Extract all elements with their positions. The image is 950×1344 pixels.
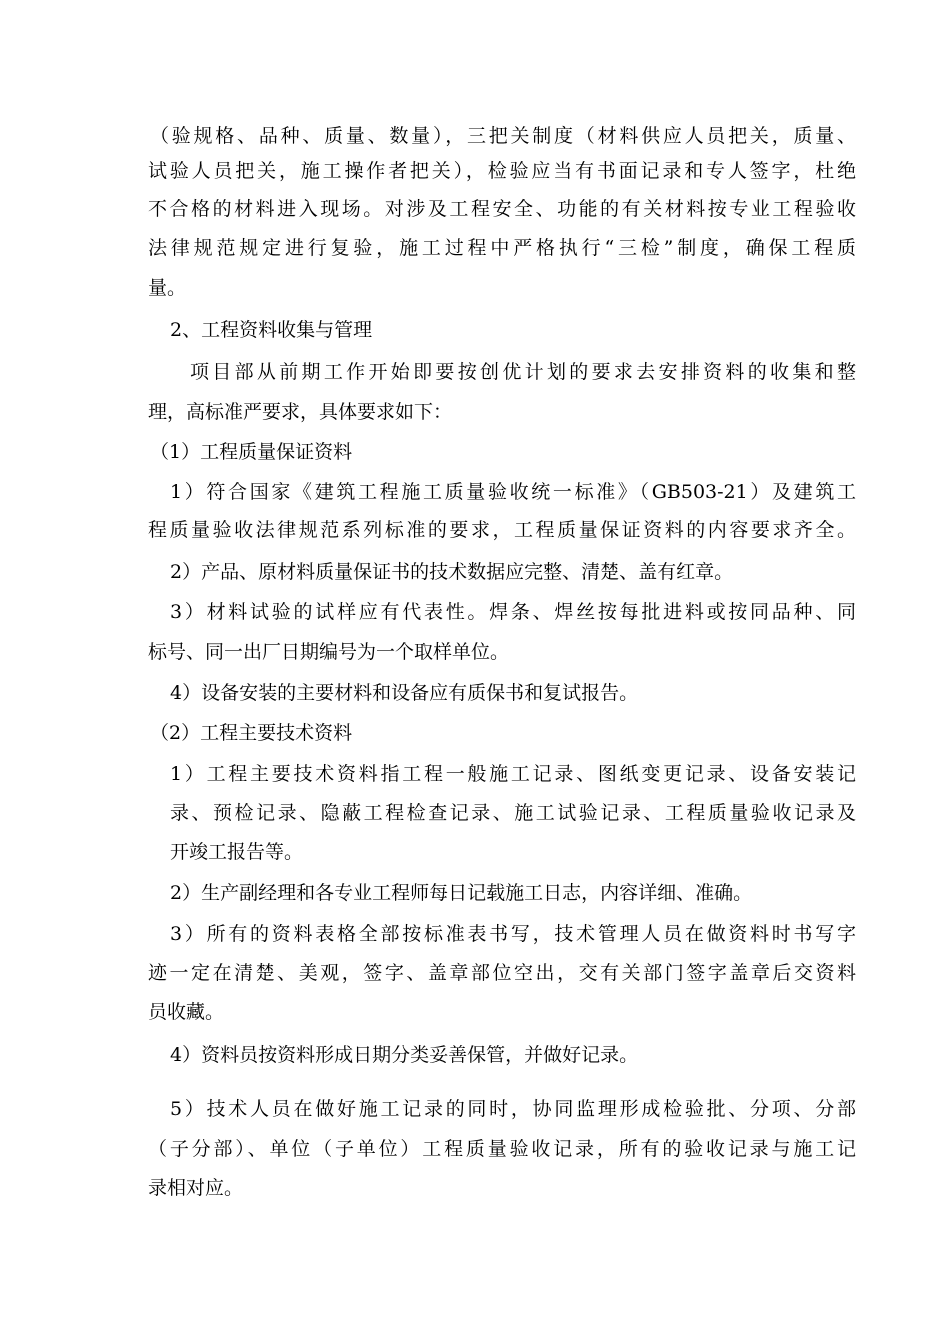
paragraph-line: 5）技术人员在做好施工记录的同时，协同监理形成检验批、分项、分部 xyxy=(170,1098,856,1120)
paragraph-line: 2）生产副经理和各专业工程师每日记载施工日志，内容详细、准确。 xyxy=(170,882,753,904)
paragraph-line: （验规格、品种、质量、数量），三把关制度（材料供应人员把关，质量、 xyxy=(150,125,856,147)
paragraph-line: 录、预检记录、隐蔽工程检查记录、施工试验记录、工程质量验收记录及 xyxy=(170,802,856,824)
paragraph-line: （子分部）、单位（子单位）工程质量验收记录，所有的验收记录与施工记 xyxy=(148,1138,856,1160)
paragraph-line: 3）材料试验的试样应有代表性。焊条、焊丝按每批进料或按同品种、同 xyxy=(170,601,856,623)
paragraph-line: 4）资料员按资料形成日期分类妥善保管，并做好记录。 xyxy=(170,1044,639,1066)
paragraph-line: 程质量验收法律规范系列标准的要求，工程质量保证资料的内容要求齐全。 xyxy=(148,519,856,541)
paragraph-line: 开竣工报告等。 xyxy=(170,841,304,863)
section-heading: 2、工程资料收集与管理 xyxy=(170,319,373,341)
paragraph-line: 员收藏。 xyxy=(148,1001,225,1023)
subsection-heading: （2）工程主要技术资料 xyxy=(150,722,353,744)
paragraph-line: 迹一定在清楚、美观，签字、盖章部位空出，交有关部门签字盖章后交资料 xyxy=(148,962,856,984)
paragraph-line: 理，高标准严要求，具体要求如下： xyxy=(148,401,453,423)
paragraph-line: 1）工程主要技术资料指工程一般施工记录、图纸变更记录、设备安装记 xyxy=(170,763,856,785)
paragraph-line: 3）所有的资料表格全部按标准表书写，技术管理人员在做资料时书写字 xyxy=(170,923,856,945)
paragraph-line: 2）产品、原材料质量保证书的技术数据应完整、清楚、盖有红章。 xyxy=(170,561,734,583)
paragraph-line: 标号、同一出厂日期编号为一个取样单位。 xyxy=(148,641,510,663)
paragraph-line: 试验人员把关，施工操作者把关），检验应当有书面记录和专人签字，杜绝 xyxy=(148,160,856,182)
paragraph-line: 1）符合国家《建筑工程施工质量验收统一标准》（GB503-21）及建筑工 xyxy=(170,481,856,503)
paragraph-line: 4）设备安装的主要材料和设备应有质保书和复试报告。 xyxy=(170,682,639,704)
paragraph-line: 不合格的材料进入现场。对涉及工程安全、功能的有关材料按专业工程验收 xyxy=(148,198,856,220)
paragraph-line: 项目部从前期工作开始即要按创优计划的要求去安排资料的收集和整 xyxy=(190,361,856,383)
paragraph-line: 法律规范规定进行复验，施工过程中严格执行“三检”制度，确保工程质 xyxy=(148,237,856,259)
subsection-heading: （1）工程质量保证资料 xyxy=(150,441,353,463)
paragraph-line: 录相对应。 xyxy=(148,1177,244,1199)
paragraph-line: 量。 xyxy=(148,277,187,299)
